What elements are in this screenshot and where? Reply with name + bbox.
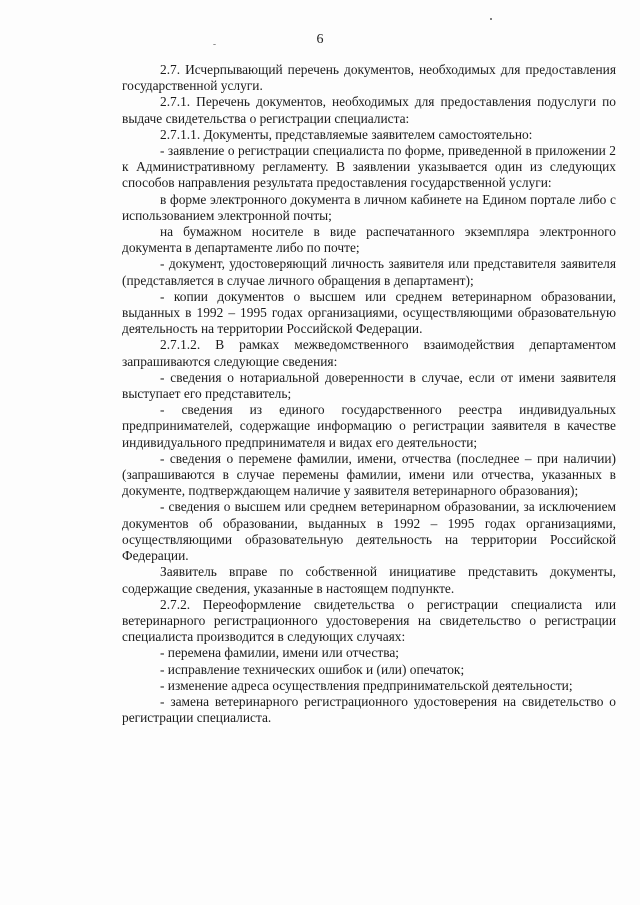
- list-item-address-change: - изменение адреса осуществления предпринимательской деятельности;: [160, 677, 573, 693]
- list-item-identity-document: - документ, удостоверяющий личность заявителя или представителя заявителя (представляется в случае личного обращения в департамент);: [122, 256, 616, 288]
- page-number: 6: [316, 32, 324, 47]
- delivery-option-electronic: в форме электронного документа в личном кабинете на Едином портале либо с использованием электронной почты;: [122, 191, 616, 223]
- paragraph-2-7: 2.7. Исчерпывающий перечень документов, необходимых для предоставления государственной услуги.: [122, 62, 616, 94]
- list-item-name-change: - сведения о перемене фамилии, имени, отчества (последнее – при наличии) (запрашиваются в случае перемены фамилии, имени или отчества, указанных в документе, подтверждающем наличие у заявителя ветеринарного образования);: [122, 450, 616, 499]
- list-item-error-correction: - исправление технических ошибок и (или) опечаток;: [160, 661, 465, 677]
- list-item-application: - заявление о регистрации специалиста по форме, приведенной в приложении 2 к Административному регламенту. В заявлении указывается один из следующих способов направления результата предоставления государственной услуги:: [122, 143, 616, 191]
- scan-speck: [490, 18, 492, 20]
- paragraph-applicant-right: Заявитель вправе по собственной инициативе представить документы, содержащие сведения, указанные в настоящем подпункте.: [122, 564, 616, 596]
- list-item-education-info: - сведения о высшем или среднем ветеринарном образовании, за исключением документов об образовании, выданных в 1992 – 1995 годах организациями, осуществляющими образовательную деятельность на территории Российской Федерации.: [122, 499, 616, 564]
- paragraph-2-7-1: 2.7.1. Перечень документов, необходимых для предоставления подуслуги по выдаче свидетельства о регистрации специалиста:: [122, 94, 616, 126]
- list-item-registry-info: - сведения из единого государственного реестра индивидуальных предпринимателей, содержащие информацию о регистрации заявителя в качестве индивидуального предпринимателя и видах его деятельности;: [122, 402, 616, 450]
- list-item-power-of-attorney: - сведения о нотариальной доверенности в случае, если от имени заявителя выступает его представитель;: [122, 369, 616, 402]
- list-item-certificate-replacement: - замена ветеринарного регистрационного удостоверения на свидетельство о регистрации специалиста.: [122, 693, 616, 726]
- paragraph-2-7-1-2: 2.7.1.2. В рамках межведомственного взаимодействия департаментом запрашиваются следующие сведения:: [122, 337, 616, 369]
- paragraph-2-7-1-1: 2.7.1.1. Документы, представляемые заявителем самостоятельно:: [160, 126, 533, 142]
- paragraph-2-7-2: 2.7.2. Переоформление свидетельства о регистрации специалиста или ветеринарного регистрационного удостоверения на свидетельство о регистрации специалиста производится в следующих случаях:: [122, 596, 616, 645]
- list-item-education-copies: - копии документов о высшем или среднем ветеринарном образовании, выданных в 1992 – 1995 годах организациями, осуществляющими образовательную деятельность на территории Российской Федерации.: [122, 288, 616, 337]
- document-body: [122, 62, 616, 726]
- delivery-option-paper: на бумажном носителе в виде распечатанного экземпляра электронного документа в департаменте либо по почте;: [122, 224, 616, 256]
- list-item-name-change-case: - перемена фамилии, имени или отчества;: [160, 645, 400, 661]
